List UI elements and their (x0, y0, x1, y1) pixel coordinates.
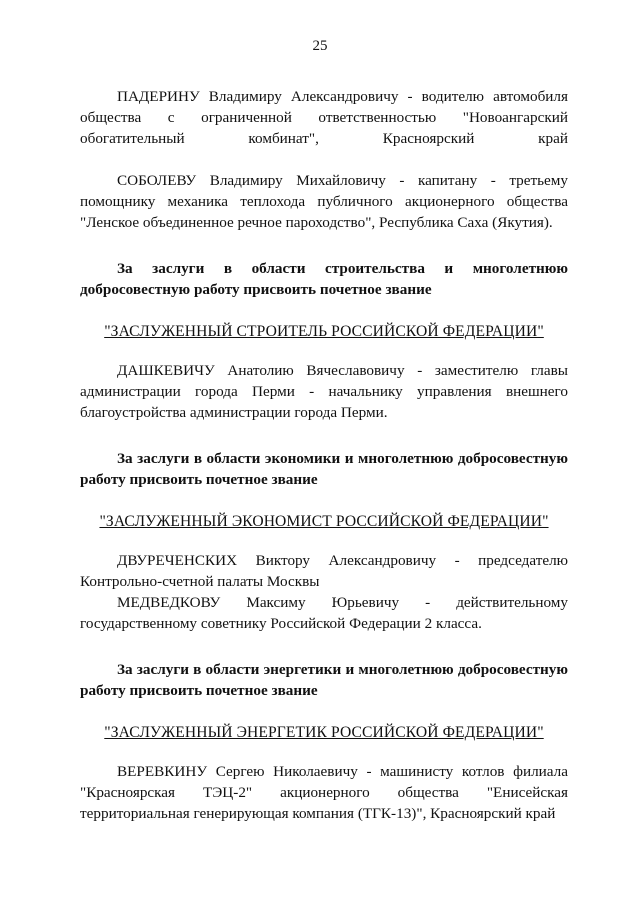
recipient-paragraph: ПАДЕРИНУ Владимиру Александровичу - водителю автомобиля общества с ограниченной ответственностью "Новоангарский обогатительный комбинат", Красноярский край (80, 88, 568, 147)
recipient-paragraph: ДАШКЕВИЧУ Анатолию Вячеславовичу - заместителю главы администрации города Перми - начальнику управления внешнего благоустройства администрации города Перми. (80, 362, 568, 421)
honorary-title: "ЗАСЛУЖЕННЫЙ ЭНЕРГЕТИК РОССИЙСКОЙ ФЕДЕРАЦИИ" (104, 724, 544, 741)
recipient-paragraph: СОБОЛЕВУ Владимиру Михайловичу - капитану - третьему помощнику механика теплохода публичного акционерного общества "Ленское объединенное речное пароходство", Республика Саха (Якутия). (80, 172, 568, 231)
decree-paragraph: За заслуги в области строительства и многолетнюю добросовестную работу присвоить почетное звание (80, 260, 568, 298)
decree-paragraph: За заслуги в области экономики и многолетнюю добросовестную работу присвоить почетное звание (80, 450, 568, 488)
recipient-paragraph: ВЕРЕВКИНУ Сергею Николаевичу - машинисту котлов филиала "Красноярская ТЭЦ-2" акционерного общества "Енисейская территориальная генерирующая компания (ТГК-13)", Красноярский край (80, 763, 568, 822)
honorary-title: "ЗАСЛУЖЕННЫЙ ЭКОНОМИСТ РОССИЙСКОЙ ФЕДЕРАЦИИ" (99, 513, 549, 530)
recipient-paragraph: МЕДВЕДКОВУ Максиму Юрьевичу - действительному государственному советнику Российской Федерации 2 класса. (80, 594, 568, 632)
recipient-paragraph: ДВУРЕЧЕНСКИХ Виктору Александровичу - председателю Контрольно-счетной палаты Москвы (80, 552, 568, 590)
document-body (80, 86, 568, 824)
honorary-title: "ЗАСЛУЖЕННЫЙ СТРОИТЕЛЬ РОССИЙСКОЙ ФЕДЕРАЦИИ" (104, 323, 544, 340)
page-number: 25 (312, 38, 328, 54)
decree-paragraph: За заслуги в области энергетики и многолетнюю добросовестную работу присвоить почетное звание (80, 661, 568, 699)
